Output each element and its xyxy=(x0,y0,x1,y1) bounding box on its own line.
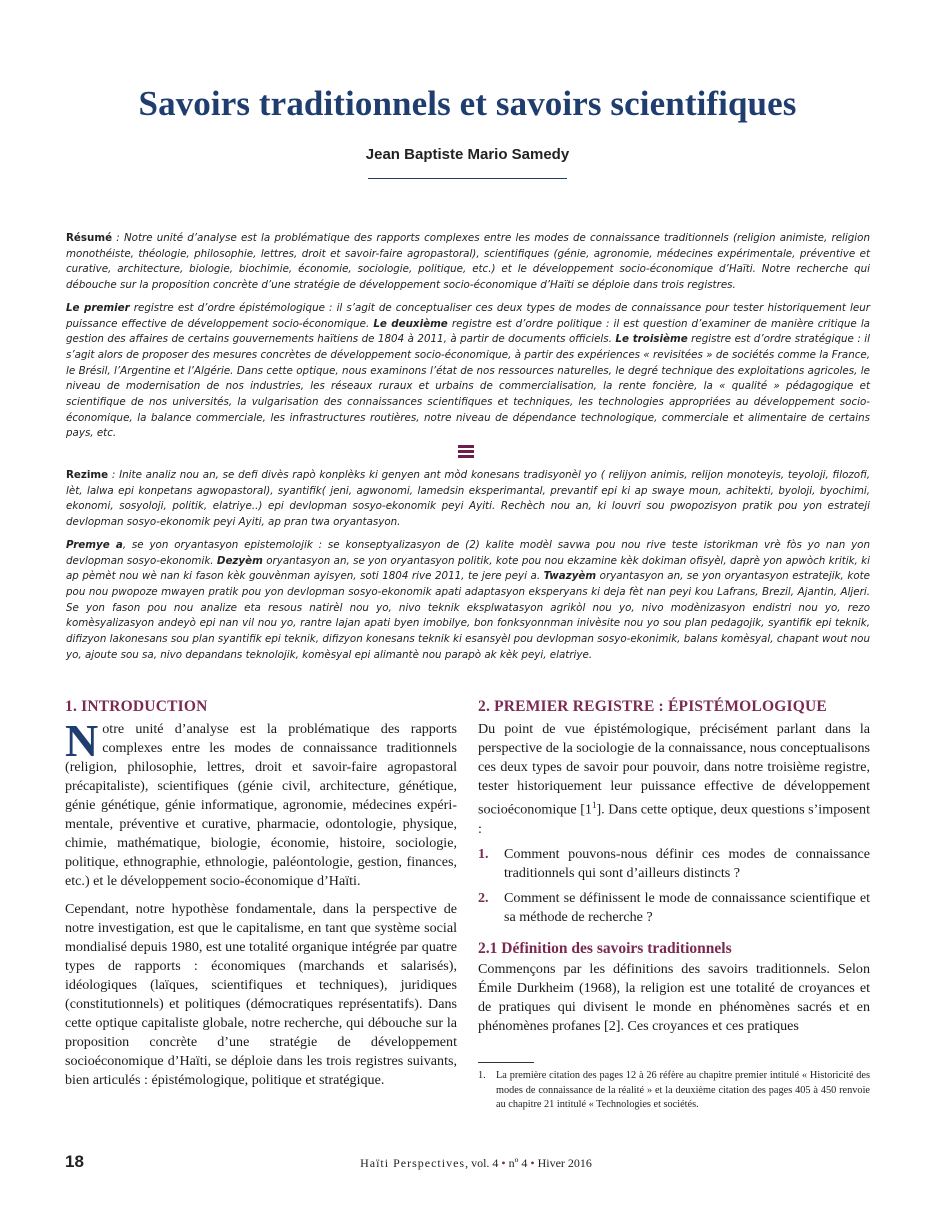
intro-paragraph-1 xyxy=(65,715,457,891)
right-column xyxy=(478,697,870,1045)
abstract-kr-third-label: Twazyèm xyxy=(543,570,597,583)
article-author: Jean Baptiste Mario Samedy xyxy=(365,146,570,163)
footnote xyxy=(478,1069,870,1113)
running-footer xyxy=(280,1156,672,1171)
abstract-fr-paragraph-2 xyxy=(66,301,870,442)
abstract-kr-second-text: oryantasyon an, se yon oryantasyon politik, kote pou nou ekzamine kèk dokiman ofisyèl, daprè yon apwòch kritik, ki ap pèmèt nou wè nan ki fason kèk gouvènman ayisyen, soti 1804 rive 2011, te jere peyi a. xyxy=(66,554,870,583)
footer-bullet: • xyxy=(498,1156,509,1170)
abstract-kr-second-label: Dezyèm xyxy=(216,554,263,567)
abstract-fr-paragraph-1 xyxy=(66,231,870,294)
abstract-fr-third-text: registre est d’ordre stratégique : il s’agit alors de proposer des mesures concrètes de développement socio-économique, à partir des expériences « revisitées » de sociétés comme la France, le Brésil, l’Argentine et l’Algérie. Dans cette optique, nous examinons l’état de nos ressources naturelles, le degré technique des exploitations agricoles, le niveau de modernisation de nos industries, les réseaux ruraux et urbains de commercialisation, la rente foncière, la « qualité » pédagogique et scientifique de nos universités, la vulgarisation des connaissances scientifiques et techniques, les technologies appropriées au développement socio-économique, la balance commerciale, les infrastructures routières, notre niveau de dépendance technologique, commerciale et alimentaire de certains pays, etc. xyxy=(66,333,870,440)
author-divider xyxy=(368,178,567,179)
journal-issue: nº 4 xyxy=(508,1156,528,1170)
subsection-2-1-heading: 2.1 Définition des savoirs traditionnels xyxy=(478,939,732,957)
footnote-ref[interactable]: 1 xyxy=(591,800,597,810)
list-item xyxy=(478,889,870,927)
abstract-fr-label: Résumé xyxy=(66,232,113,244)
question-text: Comment pouvons-nous définir ces modes de connaissance traditionnels qui sont d’ailleurs distincts ? xyxy=(504,845,870,881)
section-2-1-paragraph: Commençons par les définitions des savoirs traditionnels. Selon Émile Durkheim (1968), la religion est une totalité de croyances et de pratiques qui divisent le monde en phénomènes sacrés et en phénomènes profanes [2]. Ces croyances et ces pratiques xyxy=(478,960,870,1034)
section-2-text-b: ]. Dans cette optique, deux questions s’imposent : xyxy=(478,801,870,837)
abstract-kr-text: : Inite analiz nou an, se defi divès rapò konplèks ki genyen ant mòd konesans tradisyonèl yo ( relijyon animis, relijon monoteyis, teyoloji, filozofi, lèt, lalwa epi konpetans agwopastoral), syantifik( jeni, agwonomi, lamedsin eksperimantal, prevantif epi ki ap swaye moun, achitekti, byoloji, byochimi, ekonomi, sosyoloji, politik, elatriye..) epi devlopman sosyo-ekonomik peyi Ayiti. Rechèch nou an, ki louvri sou pwopozisyon pratik pou yon estrateji devlopman sosyo-ekonomik peyi Ayiti, ap pran twa oryantasyon. xyxy=(66,469,870,529)
abstract-kr-paragraph-1 xyxy=(66,468,870,531)
abstract-kr-first-label: Premye a xyxy=(66,538,123,551)
abstract-creole xyxy=(66,468,870,670)
article-title: Savoirs traditionnels et savoirs scientifiques xyxy=(138,84,797,123)
abstract-fr-text: : Notre unité d’analyse est la problématique des rapports complexes entre les modes de connaissance traditionnels (religion animiste, religion monothéiste, théologie, philosophie, lettres, droit et savoir-faire agropastoral), scientifiques (génie, agronomie, médecines expérimentale, préventive et curative, architecture, biologie, biochimie, économie, sociologie, politique, etc.) et le développement socio-économique d’Haïti. Notre recherche qui débouche sur la proposition concrète d’une stratégie de développement socio-économique d’Haïti se déploie dans trois registres. xyxy=(66,232,870,292)
abstract-fr-second-label: Le deuxième xyxy=(373,317,448,330)
question-list xyxy=(478,845,870,927)
page-number: 18 xyxy=(65,1152,84,1171)
question-text: Comment se définissent le mode de connaissance scientifique et sa méthode de recherche ? xyxy=(504,889,870,925)
abstract-fr-second-text: registre est d’ordre politique : il est question d’examiner de manière critique la gestion des affaires de certains gouvernements haïtiens de 1804 à 2011, à partir de documents officiels. xyxy=(66,317,870,346)
question-number: 1. xyxy=(478,845,489,862)
abstract-fr-first-label: Le premier xyxy=(66,301,130,314)
section-1-heading: 1. INTRODUCTION xyxy=(65,698,208,715)
abstract-kr-first-text: , se yon oryantasyon epistemolojik : se konseptyalizasyon de (2) kalite modèl savwa pou nou rive teste istorikman vrè fòs yo nan yon devlopman sosyo-ekonomik. xyxy=(66,538,870,567)
intro-paragraph-2: Cependant, notre hypothèse fondamentale, dans la perspective de notre investigation, est que le capitalisme, en tant que système social mondialisé depuis 1980, est une totalité organique intégrée par quatre types de rapports : économiques (marchands et salarisés), idéologiques (laïques, scientifiques et techniques), juridiques (constitutionnels) et politiques (démocratiques représentatifs). Dans cette optique capitaliste globale, notre recherche, qui débouche sur la proposition concrète d’une stratégie de développement socioéconomique d’Haïti, se déploie dans les trois registres suivants, bien articulés : épistémologique, politique et stratégique. xyxy=(65,901,457,1088)
footnote-divider xyxy=(478,1062,534,1063)
footnote-text: La première citation des pages 12 à 26 réfère au chapitre premier intitulé « Historicité des modes de connaissance de la réalité » et la deuxième citation des pages 405 à 450 renvoie au chapitre 21 intitulé « Technologies et sociétés. xyxy=(496,1070,870,1110)
footer-bullet: • xyxy=(527,1156,538,1170)
abstract-french xyxy=(66,231,870,449)
journal-title: Haïti Perspectives xyxy=(360,1156,466,1170)
abstract-fr-first-text: registre est d’ordre épistémologique : il s’agit de conceptualiser ces deux types de modes de connaissance pour tester historiquement leur puissance effective de développement socio-économique. xyxy=(66,301,870,330)
question-number: 2. xyxy=(478,889,489,906)
section-2-heading: 2. PREMIER REGISTRE : ÉPISTÉMOLOGIQUE xyxy=(478,698,827,715)
footnote-number: 1. xyxy=(478,1070,486,1081)
abstract-kr-third-text: oryantasyon an, se yon oryantasyon estratejik, kote pou nou pwopoze mwayen pratik pou yon devlopman sosyo-ekonomik apati adaptasyon eksperyans ki deja fèt nan peyi kou Lafrans, Brezil, Ajantin, Aljeri. Se yon fason pou nou analize eta resous natirèl nou yo, nivo teknik eksplwatasyon agrikòl nou yo, nivo modènizasyon endistri nou yo, rezo komèsyalizasyon andeyò epi nan vil nou yo, rantre lajan apati byen imobilye, bon fonksyonnman inivèsite nou yo sou plan pedagojik, syantifik epi teknik, difizyon lakonesans sou plan syantifik epi teknik, difizyon konesans teknik ki esansyèl pou devlopman sosyo-ekonimik, balans komèsyal, chapant wout nou yo, ajoute sou sa, nivo depandans teknolojik, komèsyal epi alimantè nou parapò ak kèk peyi, elatriye. xyxy=(66,570,870,661)
abstract-kr-label: Rezime xyxy=(66,469,109,481)
drop-cap: N xyxy=(65,715,99,766)
intro-paragraph-1-text: otre unité d’analyse est la problématique des rapports complexes entre les modes de connaissance traditionnels (religion, philosophie, lettres, droit et savoir-faire agropastoral précapitaliste), scientifiques (génie civil, architecture, génétique, génie génétique, génie informatique, agronomie, médecines expéri-mentale, préventive et curative, pharmacie, odontologie, physique, chimie, mathématique, biologie, économie, histoire, sociologie, politique, ethnographie, ethnologie, paléontologie, gestion, finances, etc.) et le développement socio-économique d’Haïti. xyxy=(65,721,457,889)
journal-volume: , vol. 4 xyxy=(465,1156,499,1170)
section-2-paragraph-1 xyxy=(478,720,870,839)
list-item xyxy=(478,845,870,883)
left-column xyxy=(65,697,457,1099)
abstract-kr-paragraph-2 xyxy=(66,538,870,664)
section-separator-icon xyxy=(458,445,474,458)
section-2-text-a: Du point de vue épistémologique, précisément parlant dans la perspective de la sociologie de la connaissance, nous conceptualisons ces deux types de savoir pour pouvoir, dans notre troisième registre, tester historiquement leur puissance effective de développement socioéconomique [1 xyxy=(478,721,870,818)
journal-season: Hiver 2016 xyxy=(537,1156,592,1170)
abstract-fr-third-label: Le troisième xyxy=(615,333,688,346)
